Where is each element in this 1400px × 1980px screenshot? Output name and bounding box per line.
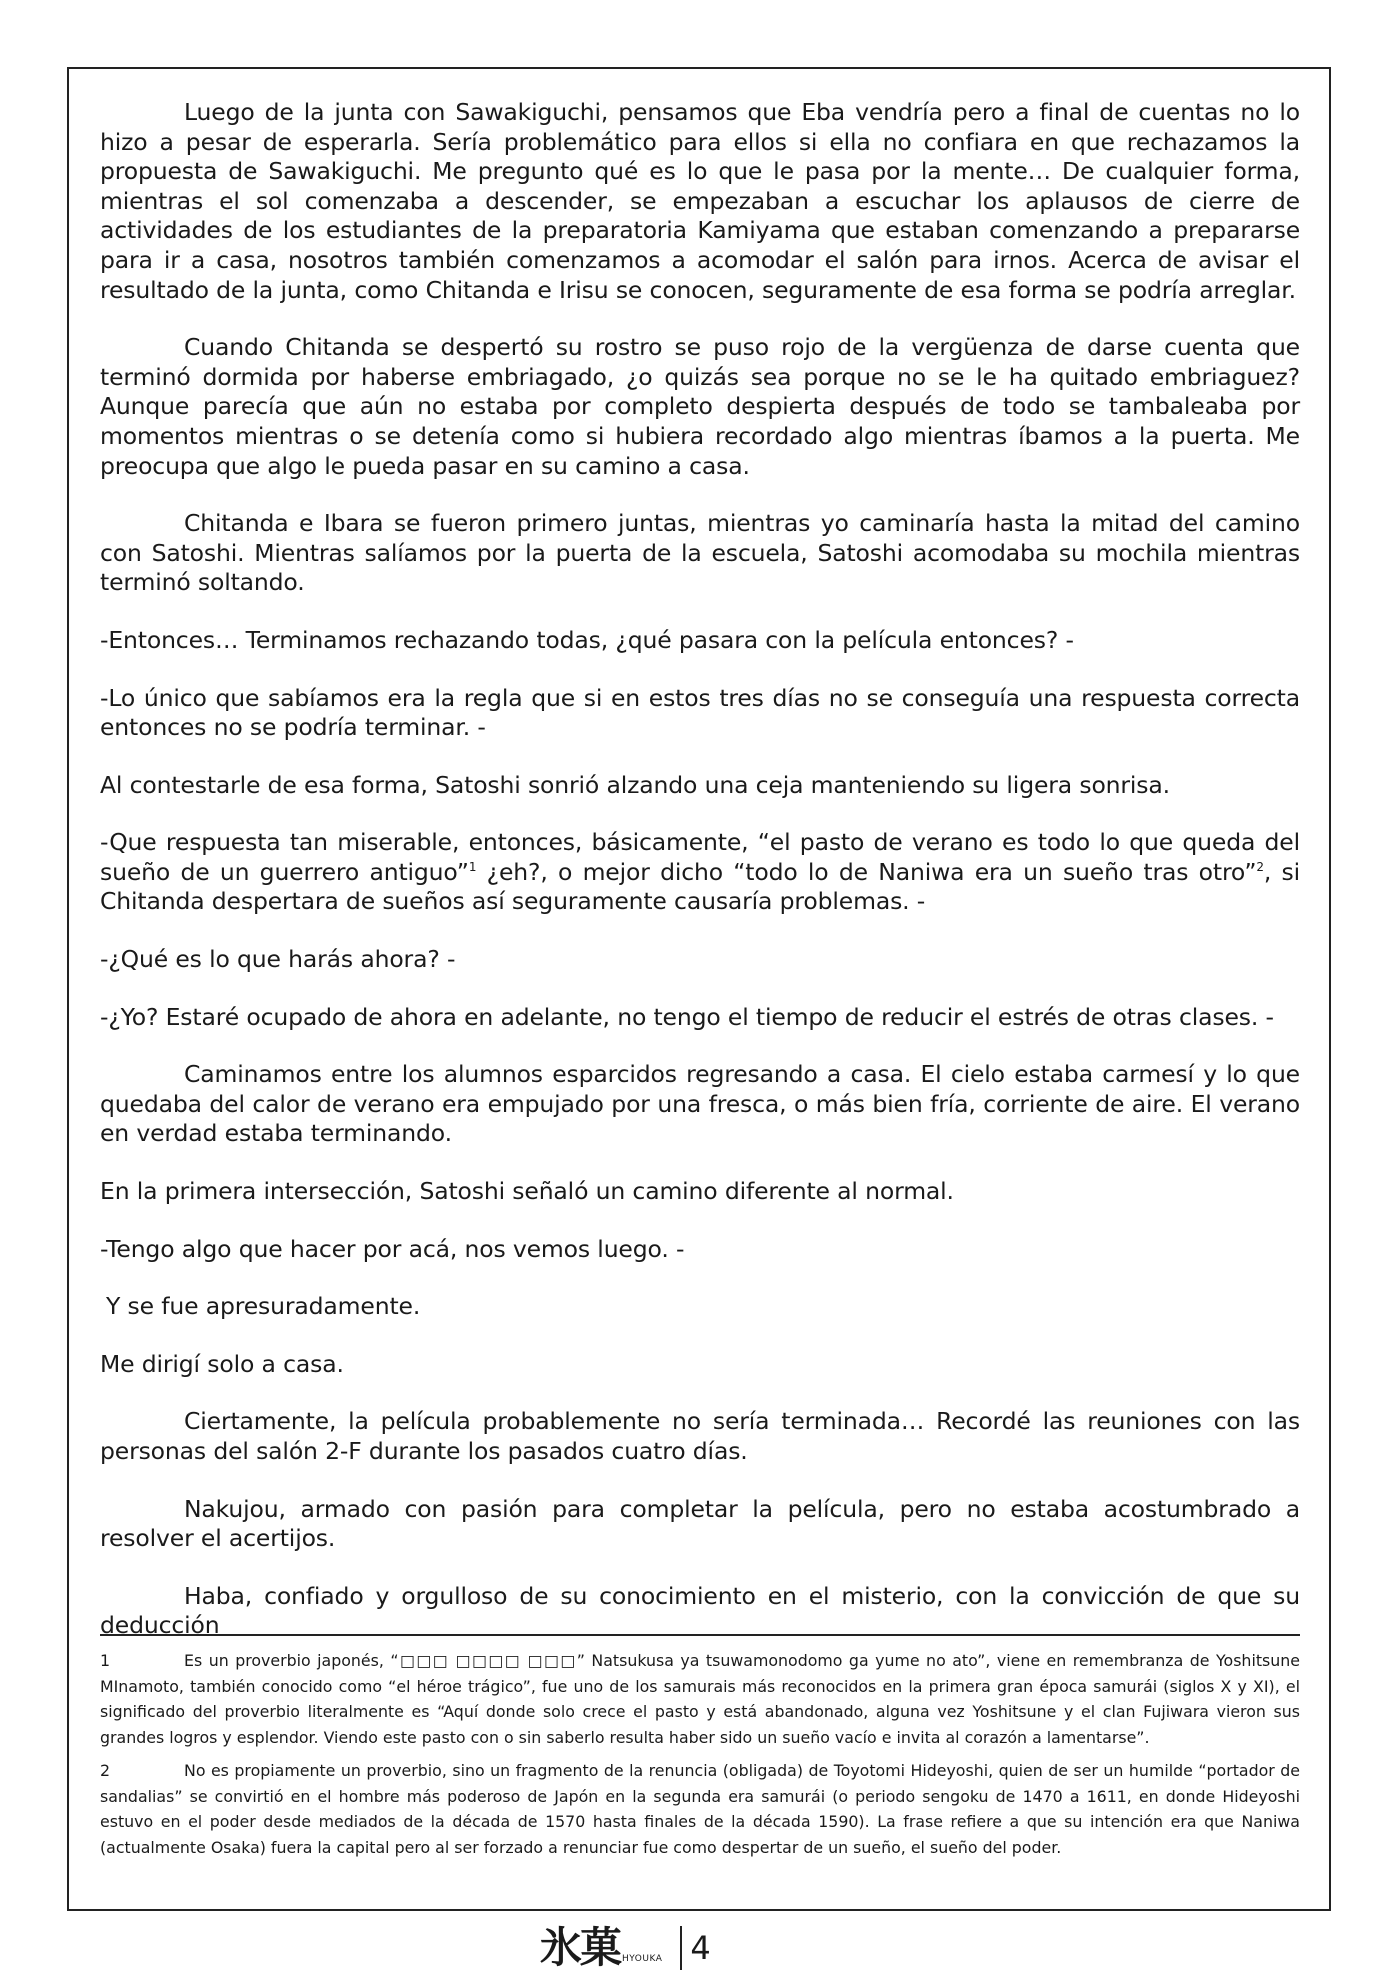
footnote-ref: 2 bbox=[1256, 860, 1264, 875]
paragraph: -Tengo algo que hacer por acá, nos vemos luego. - bbox=[100, 1234, 685, 1263]
logo-roman: HYOUKA bbox=[622, 1954, 663, 1964]
paragraph: Al contestarle de esa forma, Satoshi sonrió alzando una ceja manteniendo su ligera sonrisa. bbox=[100, 770, 1170, 799]
paragraph: -Lo único que sabíamos era la regla que si en estos tres días no se conseguía una respuesta correcta entonces no se podría terminar. - bbox=[100, 683, 1300, 742]
hyouka-logo bbox=[540, 1923, 663, 1972]
paragraph: Chitanda e Ibara se fueron primero juntas, mientras yo caminaría hasta la mitad del camino con Satoshi. Mientras salíamos por la puerta de la escuela, Satoshi acomodaba su mochila mientras terminó soltando. bbox=[100, 509, 1300, 597]
paragraph: Ciertamente, la película probablemente no sería terminada… Recordé las reuniones con las personas del salón 2-F durante los pasados cuatro días. bbox=[100, 1407, 1300, 1465]
paragraph-fragment: -Que respuesta tan miserable, entonces, básicamente, “el pasto de verano es todo lo que queda del sueño de un guerrero antiguo” bbox=[100, 828, 1300, 886]
footnote-divider bbox=[100, 1634, 1300, 1636]
paragraph: Nakujou, armado con pasión para completar la película, pero no estaba acostumbrado a resolver el acertijos. bbox=[100, 1494, 1300, 1553]
footnotes bbox=[100, 1648, 1300, 1868]
paragraph-fragment: ¿eh?, o mejor dicho “todo lo de Naniwa era un sueño tras otro” bbox=[476, 857, 1257, 886]
paragraph: -¿Qué es lo que harás ahora? - bbox=[100, 945, 456, 974]
paragraph bbox=[100, 828, 1300, 917]
paragraph: En la primera intersección, Satoshi señaló un camino diferente al normal. bbox=[100, 1177, 954, 1206]
paragraph: Luego de la junta con Sawakiguchi, pensamos que Eba vendría pero a final de cuentas no lo hizo a pesar de esperarla. Sería problemático para ellos si ella no confiara en que rechazamos la propuesta de Sawakiguchi. Me pregunto qué es lo que le pasa por la mente… De cualquier forma, mientras el sol comenzaba a descender, se empezaban a escuchar los aplausos de cierre de actividades de los estudiantes de la preparatoria Kamiyama que estaban comenzando a prepararse para ir a casa, nosotros también comenzamos a acomodar el salón para irnos. Acerca de avisar el resultado de la junta, como Chitanda e Irisu se conocen, seguramente de esa forma se podría arreglar. bbox=[100, 98, 1300, 304]
page-footer bbox=[540, 1922, 711, 1974]
footnote-number: 2 bbox=[100, 1761, 111, 1780]
footnote-text: No es propiamente un proverbio, sino un fragmento de la renuncia (obligada) de Toyotomi Hideyoshi, quien de ser un humilde “portador de sandalias” se convirtió en el hombre más poderoso de Japón en la segunda era samurái (o periodo sengoku de 1470 a 1611, en donde Hideyoshi estuvo en el poder desde mediados de la década de 1570 hasta finales de la década 1590). La frase refiere a que su intención era que Naniwa (actualmente Osaka) fuera la capital pero al ser forzado a renunciar fue como despertar de un sueño, el sueño del poder. bbox=[100, 1761, 1300, 1857]
paragraph: -¿Yo? Estaré ocupado de ahora en adelante, no tengo el tiempo de reducir el estrés de otras clases. - bbox=[100, 1002, 1274, 1031]
paragraph: Me dirigí solo a casa. bbox=[100, 1349, 344, 1378]
paragraph: Cuando Chitanda se despertó su rostro se puso rojo de la vergüenza de darse cuenta que terminó dormida por haberse embriagado, ¿o quizás sea porque no se le ha quitado embriaguez? Aunque parecía que aún no estaba por completo despierta después de todo se tambaleaba por momentos mientras o se detenía como si hubiera recordado algo mientras íbamos a la puerta. Me preocupa que algo le pueda pasar en su camino a casa. bbox=[100, 333, 1300, 480]
page-number-separator bbox=[680, 1926, 682, 1970]
page-number: 4 bbox=[690, 1929, 711, 1967]
footnote-ref: 1 bbox=[468, 860, 477, 875]
footnote bbox=[100, 1758, 1300, 1860]
paragraph-fragment: , si Chitanda despertara de sueños así seguramente causaría problemas. - bbox=[100, 857, 1300, 916]
paragraph: Haba, confiado y orgulloso de su conocimiento en el misterio, con la convicción de que su deducción bbox=[100, 1581, 1300, 1640]
paragraph: Caminamos entre los alumnos esparcidos regresando a casa. El cielo estaba carmesí y lo que quedaba del calor de verano era empujado por una fresca, o más bien fría, corriente de aire. El verano en verdad estaba terminando. bbox=[100, 1060, 1300, 1148]
main-text bbox=[100, 98, 1300, 1669]
footnote bbox=[100, 1648, 1300, 1750]
logo-kanji: 氷菓 bbox=[540, 1923, 621, 1972]
paragraph: -Entonces… Terminamos rechazando todas, ¿qué pasara con la película entonces? - bbox=[100, 625, 1074, 654]
paragraph: Y se fue apresuradamente. bbox=[106, 1292, 421, 1321]
footnote-text: Es un proverbio japonés, “□□□ □□□□ □□□” Natsukusa ya tsuwamonodomo ga yume no ato”, viene en remembranza de Yoshitsune MInamoto, también conocido como “el héroe trágico”, fue uno de los samurais más reconocidos en la primera gran época samurái (siglos X y XI), el significado del proverbio literalmente es “Aquí donde solo crece el pasto y está abandonado, alguna vez Yoshitsune y el clan Fujiwara vieron sus grandes logros y esplendor. Viendo este pasto con o sin saberlo resulta haber sido un sueño vacío e invita al corazón a lamentarse”. bbox=[100, 1651, 1300, 1747]
footnote-number: 1 bbox=[100, 1651, 111, 1670]
